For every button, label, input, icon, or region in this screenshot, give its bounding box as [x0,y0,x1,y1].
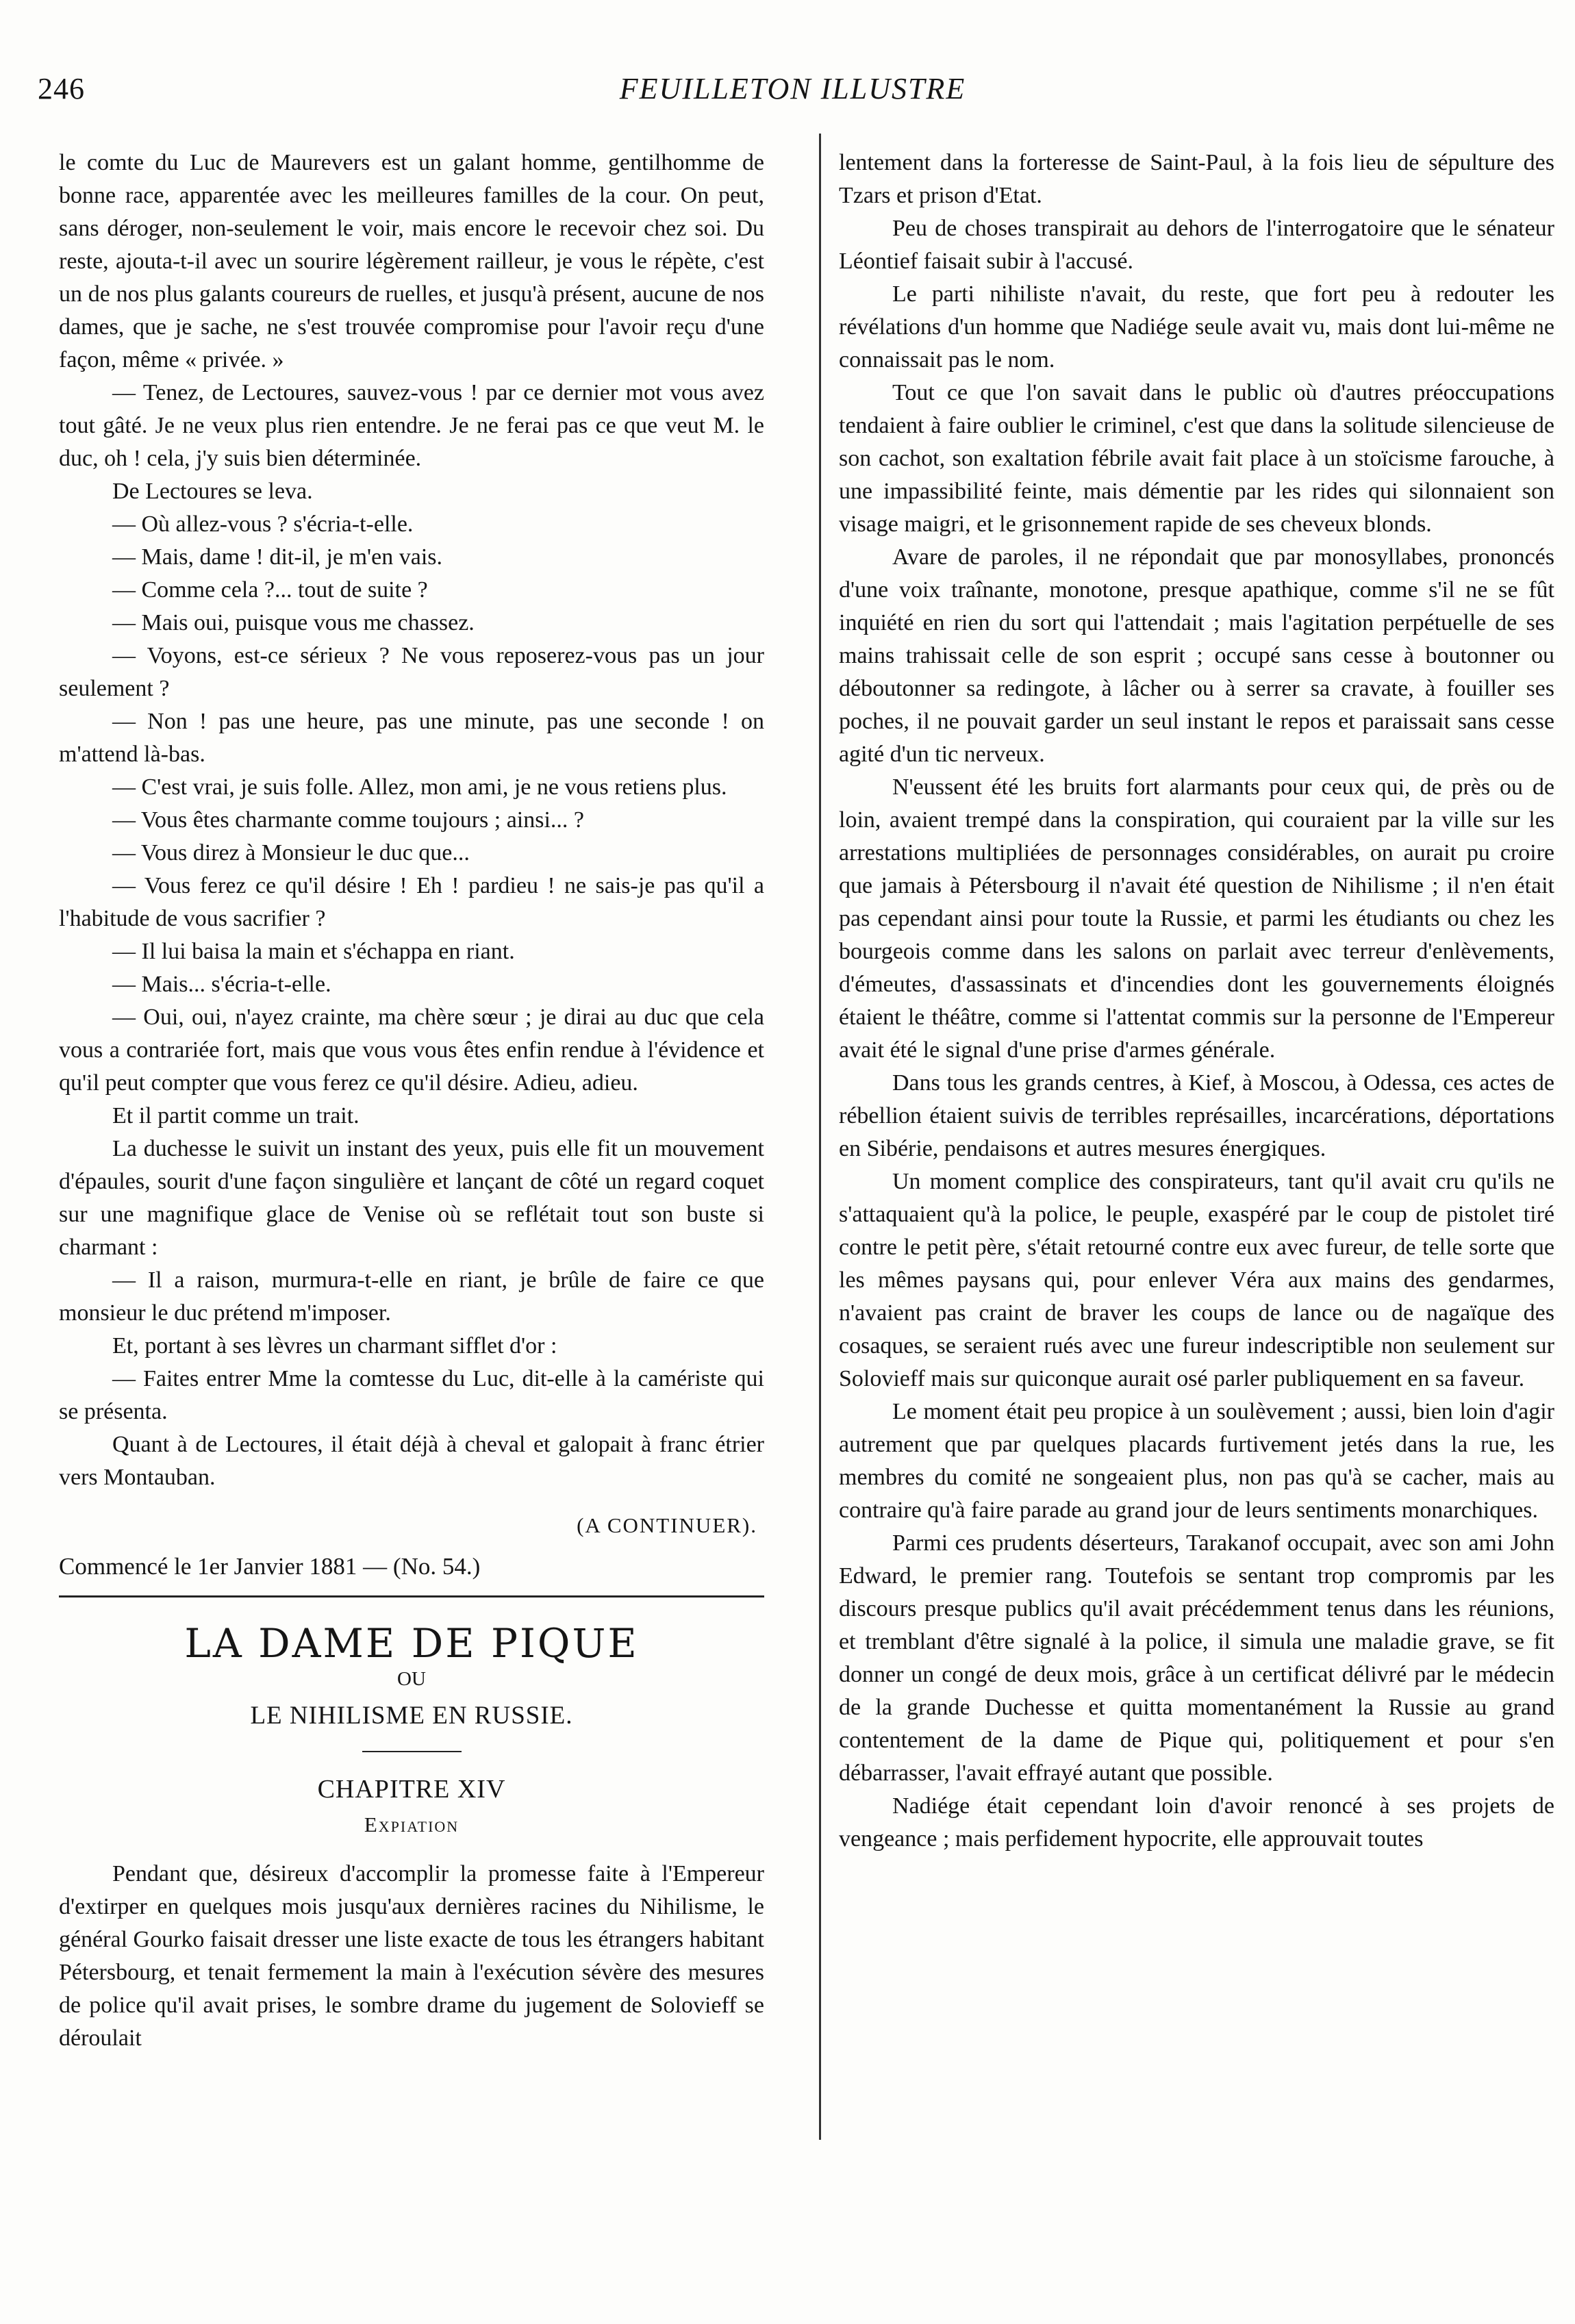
story-paragraph: — Mais, dame ! dit-il, je m'en vais. [112,544,443,570]
chapter-paragraph: Pendant que, désireux d'accomplir la promesse faite à l'Empereur d'extirper en quelques mois jusqu'aux dernières racines du Nihilisme, le général Gourko faisait dresser une liste exacte de tous les étrangers habitant Pétersbourg, et tenait fermement la main à l'exécution sévère des mesures de police qu'il avait prises, le sombre drame du jugement de Solovieff se déroulait [59,1861,764,2051]
story-paragraph: — Oui, oui, n'ayez crainte, ma chère sœur ; je dirai au duc que cela vous a contrariée fort, mais que vous vous êtes enfin rendue à l'évidence et qu'il peut compter que vous ferez ce qu'il désire. Adieu, adieu. [59,1005,764,1096]
story-paragraph: — Il lui baisa la main et s'échappa en riant. [112,939,515,964]
to-be-continued: (A CONTINUER). [577,1513,757,1537]
column-divider [819,134,821,2140]
story-paragraph: Peu de choses transpirait au dehors de l'interrogatoire que le sénateur Léontief faisait subir à l'accusé. [839,216,1554,274]
story-paragraph: La duchesse le suivit un instant des yeux, puis elle fit un mouvement d'épaules, sourit d'une façon singulière et lançant de côté un regard coquet sur une magnifique glace de Venise où se reflétait tout son buste si charmant : [59,1136,764,1260]
story-paragraph: Avare de paroles, il ne répondait que par monosyllabes, prononcés d'une voix traînante, monotone, presque apathique, comme s'il ne se fût inquiété en rien du sort qui l'attendait ; mais l'agitation perpétuelle de ses mains trahissait celle de son esprit ; occupé sans cesse à boutonner ou déboutonner sa redingote, à lâcher ou à serrer sa cravate, à fouiller ses poches, il ne pouvait garder un seul instant le repos et paraissait sans cesse agité d'un tic nerveux. [839,544,1554,767]
serial-subtitle: LE NIHILISME EN RUSSIE. [250,1702,573,1730]
story-paragraph: Quant à de Lectoures, il était déjà à cheval et galopait à franc étrier vers Montauban. [59,1432,764,1490]
story-paragraph: N'eussent été les bruits fort alarmants pour ceux qui, de près ou de loin, avaient trempé dans la conspiration, qui couraient par la ville sur les arrestations multipliées de personnages considérables, on aurait pu croire que jamais à Pétersbourg il n'avait été question de Nihilisme ; il n'en était pas cependant ainsi pour toute la Russie, et parmi les étudiants ou chez les bourgeois comme dans les salons on parlait avec terreur d'enlèvements, d'émeutes, d'assassinats et d'incendies dont les gouvernements éloignés étaient le théâtre, comme si l'attentat commis sur la personne de l'Empereur avait été le signal d'une prise d'armes générale. [839,774,1554,1063]
story-paragraph: De Lectoures se leva. [112,479,313,504]
story-paragraph: Parmi ces prudents déserteurs, Tarakanof occupait, avec son ami John Edward, le premier rang. Toutefois se sentant trop compromis par les discours presque publics qu'il avait précédemment tenus dans les réunions, et tremblant d'être signalé à la police, il simula une maladie grave, se fit donner un congé de deux mois, grâce à un certificat délivré par le médecin de la grande Duchesse et quitta momentanément la Russie au grand contentement de la dame de Pique qui, politiquement et pour s'en débarrasser, l'avait effrayé autant que possible. [839,1530,1554,1786]
journal-title: FEUILLETON ILLUSTRE [619,72,966,105]
story-paragraph: — Faites entrer Mme la comtesse du Luc, dit-elle à la camériste qui se présenta. [59,1366,764,1424]
story-paragraph: Tout ce que l'on savait dans le public où d'autres préoccupations tendaient à faire oublier le criminel, c'est que dans la solitude silencieuse de son cachot, son exaltation fébrile avait fait place à un stoïcisme farouche, à une impassibilité feinte, mais démentie par les rides qui silonnaient son visage maigri, et le grisonnement rapide de ses cheveux blonds. [839,380,1554,537]
section-divider [59,1595,764,1597]
story-paragraph: — Tenez, de Lectoures, sauvez-vous ! par ce dernier mot vous avez tout gâté. Je ne veux plus rien entendre. Je ne ferai pas ce que veut M. le duc, oh ! cela, j'y suis bien déterminée. [59,380,764,471]
story-paragraph: Dans tous les grands centres, à Kief, à Moscou, à Odessa, ces actes de rébellion étaient suivis de terribles représailles, incarcérations, déportations en Sibérie, pendaisons et autres mesures énergiques. [839,1070,1554,1161]
title-rule [362,1751,462,1752]
story-paragraph: Le parti nihiliste n'avait, du reste, que fort peu à redouter les révélations d'un homme que Nadiége seule avait vu, mais dont lui-même ne connaissait pas le nom. [839,281,1554,372]
story-paragraph: — Vous direz à Monsieur le duc que... [112,840,470,866]
story-paragraph: lentement dans la forteresse de Saint-Paul, à la fois lieu de sépulture des Tzars et prison d'Etat. [839,150,1554,208]
story-paragraph: — Mais oui, puisque vous me chassez. [112,610,475,635]
story-paragraph: — C'est vrai, je suis folle. Allez, mon ami, je ne vous retiens plus. [112,774,727,800]
running-header [38,66,1548,114]
story-paragraph: — Comme cela ?... tout de suite ? [112,577,428,603]
story-paragraph: Nadiége était cependant loin d'avoir renoncé à ses projets de vengeance ; mais perfidement hypocrite, elle approuvait toutes [839,1793,1554,1852]
story-paragraph: Et il partit comme un trait. [112,1103,360,1128]
page-number: 246 [38,72,85,105]
chapter-title: CHAPITRE XIV [317,1775,506,1804]
left-column [59,147,764,2055]
serial-title: LA DAME DE PIQUE [184,1620,639,1667]
right-column [839,147,1554,1856]
story-paragraph: — Mais... s'écria-t-elle. [112,972,331,997]
story-paragraph: Et, portant à ses lèvres un charmant sifflet d'or : [112,1333,557,1359]
story-paragraph: — Il a raison, murmura-t-elle en riant, je brûle de faire ce que monsieur le duc prétend m'imposer. [59,1267,764,1326]
story-paragraph: le comte du Luc de Maurevers est un galant homme, gentilhomme de bonne race, apparentée avec les meilleures familles de la cour. On peut, sans déroger, non-seulement le voir, mais encore le recevoir chez soi. Du reste, ajouta-t-il avec un sourire légèrement railleur, je vous le répète, c'est un de nos plus galants coureurs de ruelles, et jusqu'à présent, aucune de nos dames, que je sache, ne s'est trouvée compromise pour l'avoir reçu d'une façon, même « privée. » [59,150,764,372]
story-paragraph: Un moment complice des conspirateurs, tant qu'il avait cru qu'ils ne s'attaquaient qu'à la police, le peuple, exaspéré par le coup de pistolet tiré contre le petit père, s'était retourné contre eux avec fureur, de telle sorte que les mêmes paysans qui, pour enlever Véra aux mains des gendarmes, n'avaient pas craint de braver les coups de lance ou de nagaïque des cosaques, se seraient rués avec une fureur indescriptible non seulement sur Solovieff mais sur quiconque aurait osé parler publiquement en sa faveur. [839,1169,1554,1391]
story-paragraph: — Voyons, est-ce sérieux ? Ne vous reposerez-vous pas un jour seulement ? [59,643,764,701]
story-paragraph: — Vous êtes charmante comme toujours ; ainsi... ? [112,807,584,833]
story-paragraph: — Vous ferez ce qu'il désire ! Eh ! pardieu ! ne sais-je pas qu'il a l'habitude de vous sacrifier ? [59,873,764,931]
story-paragraph: Le moment était peu propice à un soulèvement ; aussi, bien loin d'agir autrement que par quelques placards furtivement jetés dans la rue, les membres du comité ne songeaient plus, non pas qu'à se cacher, mais au contraire qu'à faire parade au grand jour de leurs sentiments monarchiques. [839,1399,1554,1523]
story-paragraph: — Où allez-vous ? s'écria-t-elle. [112,511,414,537]
serial-started-note: Commencé le 1er Janvier 1881 — (No. 54.) [59,1553,481,1580]
serial-or: OU [397,1668,426,1690]
chapter-subtitle: Expiation [364,1813,459,1836]
story-paragraph: — Non ! pas une heure, pas une minute, pas une seconde ! on m'attend là-bas. [59,709,764,767]
